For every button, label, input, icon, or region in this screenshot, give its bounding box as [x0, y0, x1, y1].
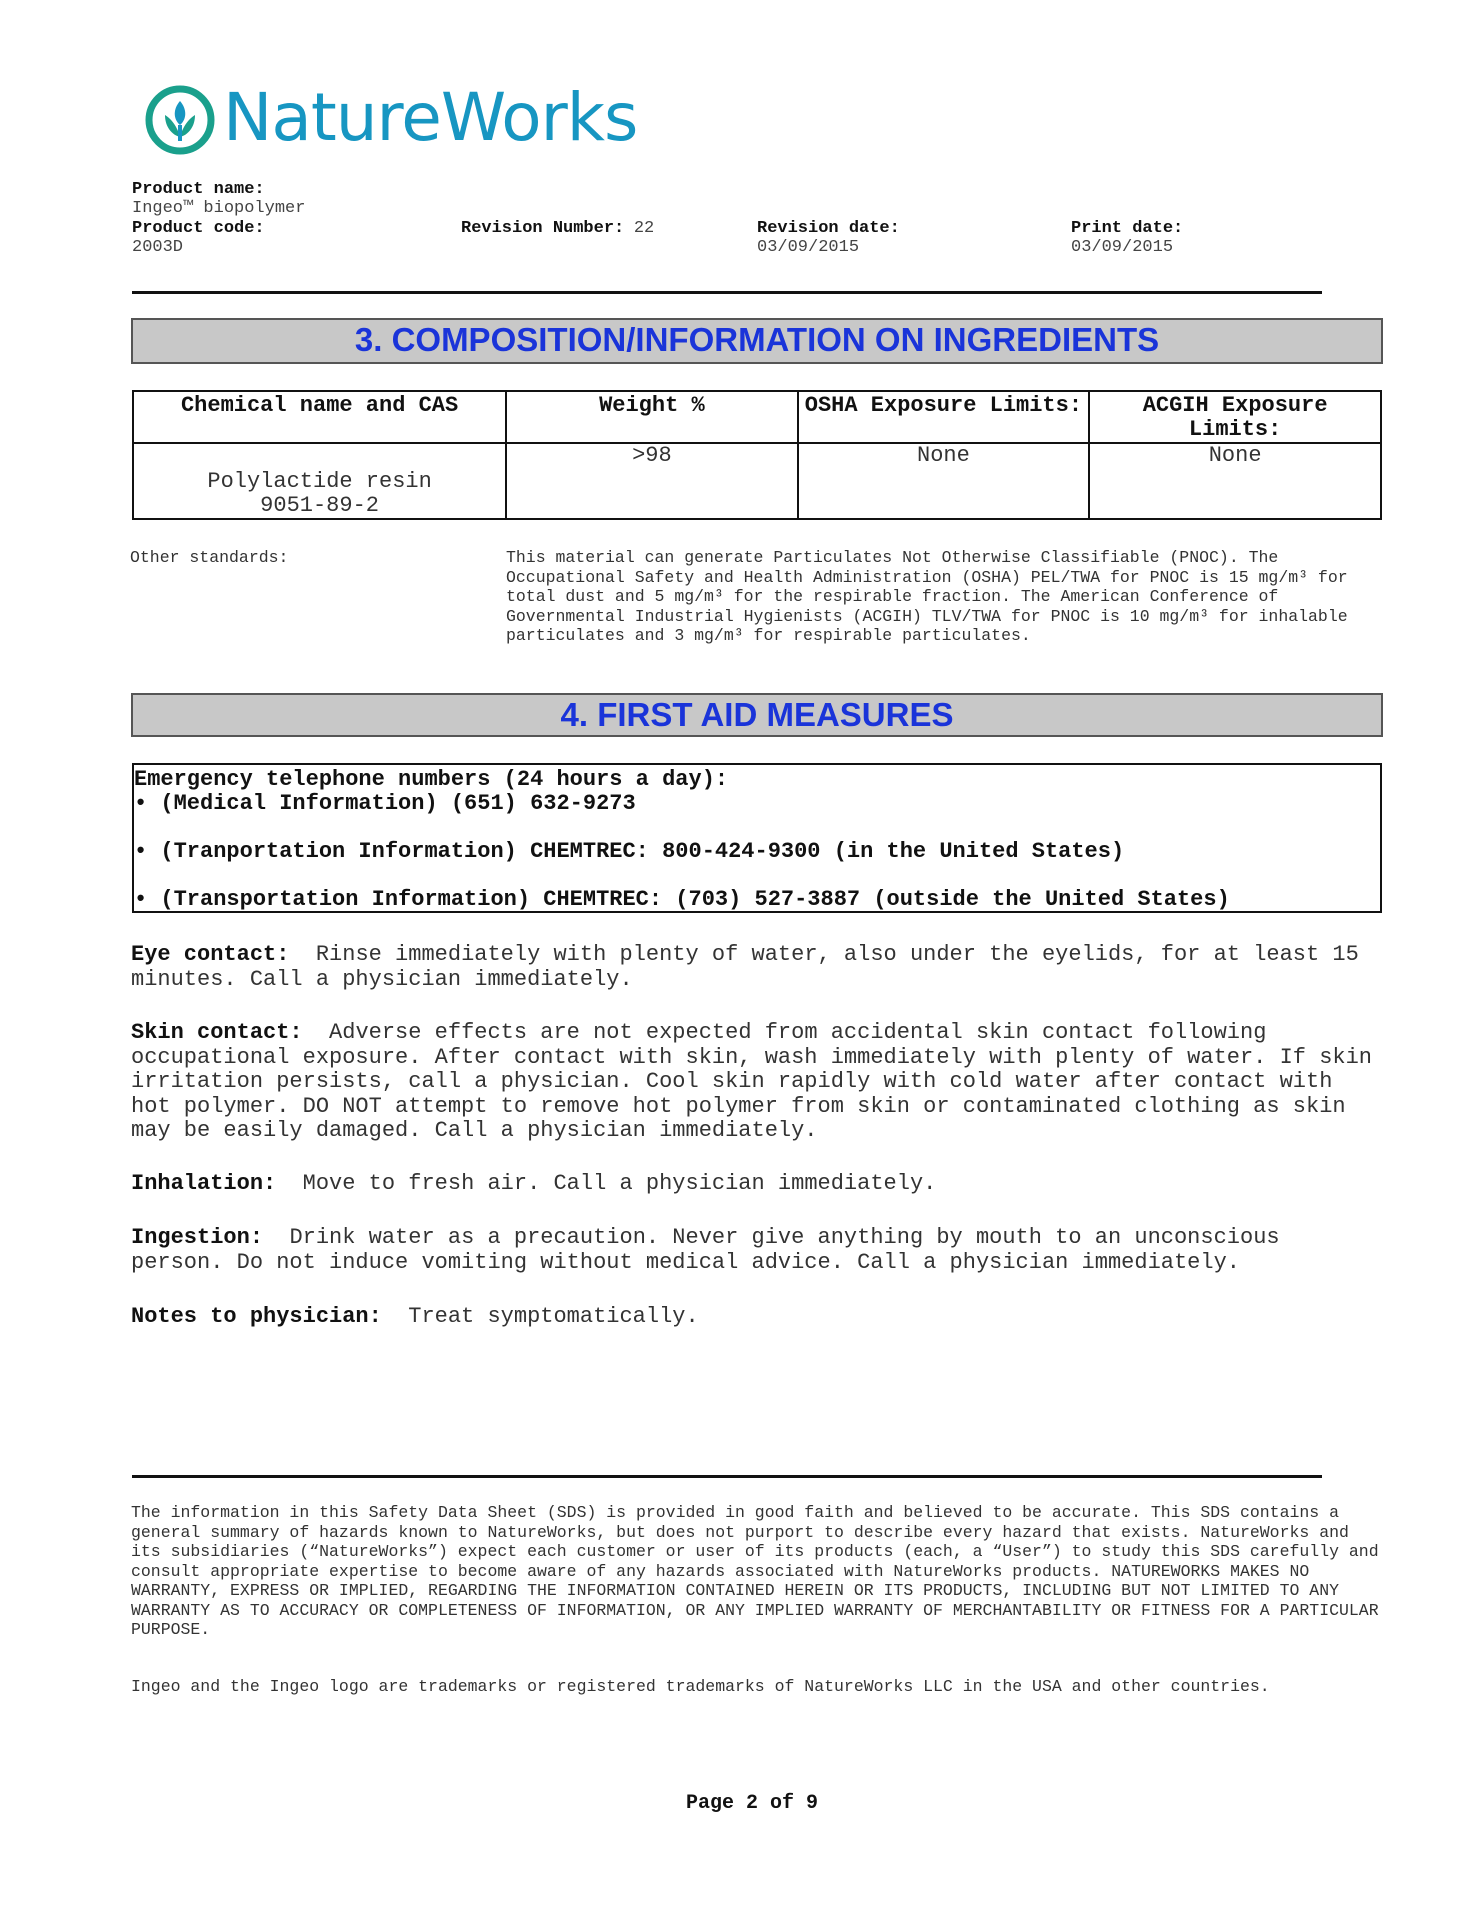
revision-number	[461, 219, 654, 238]
print-date-label: Print date:	[1071, 219, 1184, 238]
table-header-row	[133, 391, 1381, 443]
ingestion-text: Drink water as a precaution. Never give anything by mouth to an unconscious person. Do not induce vomiting without medical advice. Call a physician immediately.	[131, 1225, 1280, 1275]
emergency-contacts-box	[132, 763, 1382, 913]
product-code-value: 2003D	[132, 238, 184, 257]
cell-osha: None	[798, 443, 1090, 519]
emergency-line-medical: • (Medical Information) (651) 632-9273	[134, 791, 636, 816]
natureworks-logo	[145, 79, 638, 160]
leaf-icon	[145, 85, 215, 155]
trademark-text: Ingeo and the Ingeo logo are trademarks or registered trademarks of NatureWorks LLC in the USA and other countries.	[131, 1677, 1270, 1696]
col-weight: Weight %	[506, 391, 797, 443]
eye-contact-text: Rinse immediately with plenty of water, also under the eyelids, for at least 15 minutes. Call a physician immediately.	[131, 942, 1359, 992]
skin-contact-text: Adverse effects are not expected from accidental skin contact following occupational exposure. After contact with skin, wash immediately with plenty of water. If skin irritation persists, call a physician. Cool skin rapidly with cold water after contact with hot polymer. DO NOT attempt to remove hot polymer from skin or contaminated clothing as skin may be easily damaged. Call a physician immediately.	[131, 1020, 1373, 1143]
skin-contact-label: Skin contact:	[131, 1020, 303, 1045]
chemical-name: Polylactide resin	[207, 469, 432, 494]
page-number: Page 2 of 9	[686, 1792, 819, 1815]
product-code-label: Product code:	[132, 219, 265, 238]
footer-divider	[132, 1475, 1322, 1478]
section-3-heading: 3. COMPOSITION/INFORMATION ON INGREDIENTS	[131, 318, 1383, 364]
section-4-heading: 4. FIRST AID MEASURES	[131, 693, 1383, 737]
eye-contact-label: Eye contact:	[131, 942, 290, 967]
cas-number: 9051-89-2	[260, 493, 379, 518]
other-standards-text: This material can generate Particulates Not Otherwise Classifiable (PNOC). The Occupational Safety and Health Administration (OSHA) PEL/TWA for PNOC is 15 mg/m³ for total dust and 5 mg/m³ for the respirable fraction. The American Conference of Governmental Industrial Hygienists (ACGIH) TLV/TWA for PNOC is 10 mg/m³ for inhalable particulates and 3 mg/m³ for respirable particulates.	[506, 548, 1348, 645]
print-date-value: 03/09/2015	[1071, 238, 1174, 257]
cell-chemical	[133, 443, 506, 519]
cell-weight: >98	[506, 443, 797, 519]
revision-date-label: Revision date:	[757, 219, 900, 238]
product-name-value: Ingeo™ biopolymer	[132, 199, 306, 218]
inhalation-text: Move to fresh air. Call a physician immediately.	[302, 1171, 937, 1196]
cell-acgih: None	[1089, 443, 1381, 519]
col-osha: OSHA Exposure Limits:	[798, 391, 1090, 443]
product-name-label: Product name:	[132, 180, 265, 199]
skin-contact-paragraph	[131, 1021, 1383, 1144]
disclaimer-text: The information in this Safety Data Sheet (SDS) is provided in good faith and believed to be accurate. This SDS contains a general summary of hazards known to NatureWorks, but does not purport to describe every hazard that exists. NatureWorks and its subsidiaries (“NatureWorks”) expect each customer or user of its products (each, a “User”) to study this SDS carefully and consult appropriate expertise to become aware of any hazards associated with NatureWorks products. NATUREWORKS MAKES NO WARRANTY, EXPRESS OR IMPLIED, REGARDING THE INFORMATION CONTAINED HEREIN OR ITS PRODUCTS, INCLUDING BUT NOT LIMITED TO ANY WARRANTY AS TO ACCURACY OR COMPLETENESS OF INFORMATION, OR ANY IMPLIED WARRANTY OF MERCHANTABILITY OR FITNESS FOR A PARTICULAR PURPOSE.	[131, 1503, 1379, 1639]
revision-number-value: 22	[633, 219, 655, 238]
header-divider	[132, 291, 1322, 294]
emergency-line-chemtrec-intl: • (Transportation Information) CHEMTREC: (703) 527-3887 (outside the United States)	[134, 887, 1230, 912]
notes-text: Treat symptomatically.	[408, 1304, 699, 1329]
table-row	[133, 443, 1381, 519]
col-acgih: ACGIH Exposure Limits:	[1089, 391, 1381, 443]
notes-label: Notes to physician:	[131, 1304, 382, 1329]
brand-name: NatureWorks	[223, 79, 638, 156]
emergency-line-chemtrec-us: • (Tranportation Information) CHEMTREC: 800-424-9300 (in the United States)	[134, 839, 1125, 864]
ingestion-label: Ingestion:	[131, 1225, 264, 1250]
composition-table	[132, 390, 1382, 520]
inhalation-paragraph	[131, 1172, 1383, 1197]
eye-contact-paragraph	[131, 943, 1383, 992]
ingestion-paragraph	[131, 1226, 1383, 1275]
other-standards-label: Other standards:	[130, 548, 289, 567]
notes-paragraph	[131, 1305, 1383, 1330]
revision-date-value: 03/09/2015	[757, 238, 860, 257]
revision-number-label: Revision Number:	[461, 219, 625, 238]
col-chemical: Chemical name and CAS	[133, 391, 506, 443]
inhalation-label: Inhalation:	[131, 1171, 277, 1196]
emergency-heading: Emergency telephone numbers (24 hours a day):	[134, 767, 729, 792]
